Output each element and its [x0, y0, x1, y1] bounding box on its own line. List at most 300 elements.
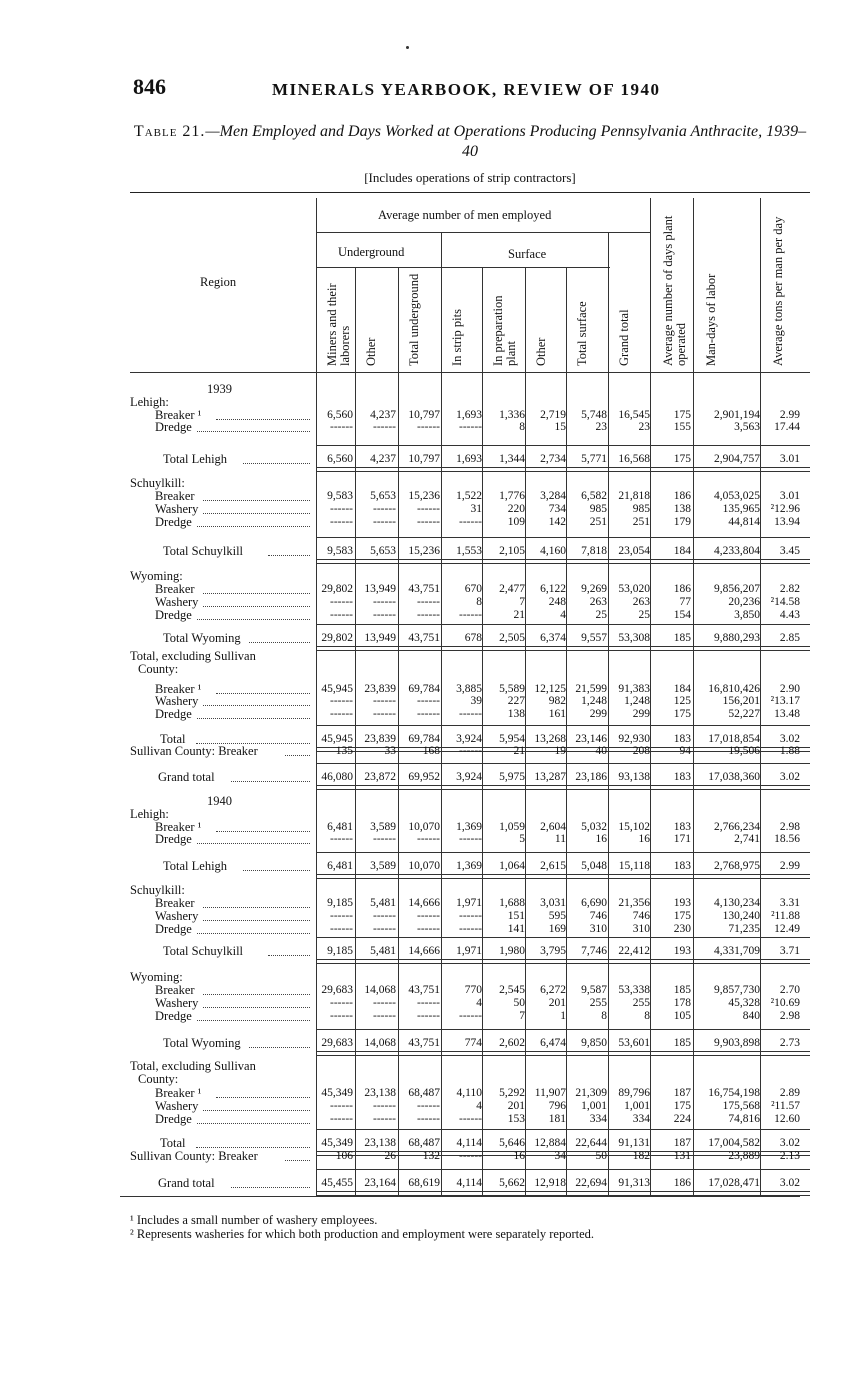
cell-value: 193	[673, 897, 691, 909]
table-row	[0, 833, 865, 845]
total-rule	[316, 763, 810, 764]
row-label: Grand total	[158, 1176, 215, 1190]
cell-value: ------	[330, 516, 353, 528]
cell-value: 3.02	[779, 1137, 800, 1149]
row-label: Wyoming:	[130, 970, 183, 984]
cell-value: 29,802	[321, 632, 353, 644]
cell-value: 52,227	[728, 708, 760, 720]
dot-leader	[243, 463, 310, 464]
cell-value: 23,146	[575, 733, 607, 745]
cell-value: 2.89	[779, 1087, 800, 1099]
cell-value: 670	[464, 583, 482, 595]
cell-value: 334	[589, 1113, 607, 1125]
cell-value: ------	[330, 923, 353, 935]
cell-value: 3,563	[734, 421, 760, 433]
cell-value: 4,130,234	[714, 897, 760, 909]
cell-value: 1,369	[456, 860, 482, 872]
cell-value: ------	[459, 833, 482, 845]
table-title-lead: Table 21.	[133, 123, 206, 140]
cell-value: 12.49	[774, 923, 800, 935]
cell-value: ------	[330, 1010, 353, 1022]
row-label: 1939	[207, 382, 232, 396]
row-label: Dredge	[155, 922, 192, 936]
header-rule-groups	[316, 267, 610, 268]
cell-value: 131	[673, 1150, 691, 1162]
cell-value: 8	[519, 421, 525, 433]
cell-value: 6,481	[327, 821, 353, 833]
dot-leader	[203, 500, 310, 501]
cell-value: 46,080	[321, 771, 353, 783]
row-label: Breaker	[155, 896, 195, 910]
cell-value: 171	[673, 833, 691, 845]
cell-value: 23,138	[364, 1087, 396, 1099]
cell-value: 50	[595, 1150, 607, 1162]
header-underground-other: Other	[364, 337, 378, 366]
table-row	[0, 632, 865, 644]
cell-value: 2,105	[499, 545, 525, 557]
row-label: Dredge	[155, 832, 192, 846]
cell-value: ------	[330, 596, 353, 608]
cell-value: 40	[595, 745, 607, 757]
row-label: Total	[160, 1136, 186, 1150]
cell-value: 175,568	[722, 1100, 760, 1112]
table-row	[0, 421, 865, 433]
cell-value: 45,945	[321, 733, 353, 745]
cell-value: 16,568	[618, 453, 650, 465]
row-label: Washery	[155, 909, 199, 923]
cell-value: ------	[373, 503, 396, 515]
total-rule	[316, 1029, 810, 1030]
row-label: Schuylkill:	[130, 476, 185, 490]
cell-value: 2.90	[779, 683, 800, 695]
total-rule-below	[316, 467, 810, 472]
cell-value: ------	[373, 1113, 396, 1125]
dot-leader	[197, 431, 310, 432]
dot-leader	[268, 555, 310, 556]
cell-value: 132	[422, 1150, 440, 1162]
row-label: County:	[138, 662, 179, 676]
dot-leader	[203, 606, 310, 607]
row-label: Total, excluding Sullivan	[130, 1059, 256, 1073]
row-label: Grand total	[158, 770, 215, 784]
cell-value: 2.73	[779, 1037, 800, 1049]
cell-value: 595	[548, 910, 566, 922]
cell-value: 9,185	[327, 897, 353, 909]
table-row	[0, 795, 865, 807]
cell-value: ------	[330, 997, 353, 1009]
cell-value: 4	[560, 609, 566, 621]
dot-leader	[203, 907, 310, 908]
total-rule	[316, 537, 810, 538]
page-dot	[406, 46, 409, 49]
cell-value: 33	[384, 745, 396, 757]
cell-value: 746	[632, 910, 650, 922]
cell-value: ------	[330, 609, 353, 621]
row-label: Washery	[155, 694, 199, 708]
cell-value: 3.02	[779, 1177, 800, 1189]
cell-value: 299	[589, 708, 607, 720]
cell-value: 12.60	[774, 1113, 800, 1125]
cell-value: 2.13	[779, 1150, 800, 1162]
dot-leader	[203, 994, 310, 995]
cell-value: 53,601	[618, 1037, 650, 1049]
cell-value: 5,292	[499, 1087, 525, 1099]
header-rule-avg	[316, 232, 650, 233]
dot-leader	[216, 1097, 310, 1098]
cell-value: 151	[507, 910, 525, 922]
cell-value: 1,064	[499, 860, 525, 872]
row-label: Washery	[155, 595, 199, 609]
cell-value: 179	[673, 516, 691, 528]
cell-value: 1,369	[456, 821, 482, 833]
table-title	[130, 122, 810, 162]
cell-value: 8	[476, 596, 482, 608]
cell-value: 9,880,293	[714, 632, 760, 644]
cell-value: 6,560	[327, 409, 353, 421]
cell-value: 168	[422, 745, 440, 757]
cell-value: 45,945	[321, 683, 353, 695]
dot-leader	[249, 642, 310, 643]
cell-value: 985	[589, 503, 607, 515]
total-rule	[316, 1129, 810, 1130]
cell-value: 2.85	[779, 632, 800, 644]
table-row	[0, 984, 865, 996]
cell-value: 68,619	[408, 1177, 440, 1189]
cell-value: 1,971	[456, 897, 482, 909]
cell-value: 31	[470, 503, 482, 515]
dot-leader	[285, 1160, 310, 1161]
table-row	[0, 1100, 865, 1112]
dot-leader	[203, 920, 310, 921]
group-split-rule	[608, 232, 609, 268]
cell-value: 89,796	[618, 1087, 650, 1099]
table-row	[0, 650, 865, 662]
cell-value: 44,814	[728, 516, 760, 528]
row-label: Total Schuylkill	[163, 944, 244, 958]
cell-value: 69,784	[408, 683, 440, 695]
header-strip-pits: In strip pits	[450, 309, 464, 366]
cell-value: 21,356	[618, 897, 650, 909]
cell-value: 50	[513, 997, 525, 1009]
cell-value: 5,975	[499, 771, 525, 783]
cell-value: 7	[519, 1010, 525, 1022]
row-label: Dredge	[155, 1112, 192, 1126]
row-label: Washery	[155, 996, 199, 1010]
cell-value: 16	[513, 1150, 525, 1162]
cell-value: 10,070	[408, 821, 440, 833]
cell-value: 183	[673, 860, 691, 872]
cell-value: ------	[459, 708, 482, 720]
dot-leader	[197, 619, 310, 620]
cell-value: 251	[589, 516, 607, 528]
table-row	[0, 745, 865, 757]
cell-value: 183	[673, 733, 691, 745]
cell-value: ²14.58	[770, 596, 800, 608]
cell-value: 7	[519, 596, 525, 608]
cell-value: 193	[673, 945, 691, 957]
cell-value: ------	[373, 516, 396, 528]
dot-leader	[197, 1123, 310, 1124]
cell-value: 13,949	[364, 632, 396, 644]
cell-value: 5,481	[370, 897, 396, 909]
cell-value: 251	[632, 516, 650, 528]
row-label: Breaker ¹	[155, 820, 202, 834]
cell-value: 77	[679, 596, 691, 608]
cell-value: 3.31	[779, 897, 800, 909]
cell-value: 1,001	[581, 1100, 607, 1112]
cell-value: 2.98	[779, 821, 800, 833]
total-rule-below	[316, 959, 810, 964]
row-label: Lehigh:	[130, 395, 169, 409]
cell-value: 11	[554, 833, 566, 845]
cell-value: 187	[673, 1137, 691, 1149]
cell-value: 1,059	[499, 821, 525, 833]
cell-value: 5,048	[581, 860, 607, 872]
cell-value: 29,683	[321, 1037, 353, 1049]
cell-value: 6,582	[581, 490, 607, 502]
cell-value: 92,930	[618, 733, 650, 745]
row-label: Sullivan County: Breaker	[130, 744, 258, 758]
cell-value: 91,313	[618, 1177, 650, 1189]
cell-value: 14,068	[364, 984, 396, 996]
cell-value: 9,557	[581, 632, 607, 644]
cell-value: 5,771	[581, 453, 607, 465]
table-row	[0, 477, 865, 489]
cell-value: 43,751	[408, 632, 440, 644]
table-row	[0, 1113, 865, 1125]
header-avg-men: Average number of men employed	[378, 208, 552, 222]
cell-value: 5,589	[499, 683, 525, 695]
cell-value: 2,766,234	[714, 821, 760, 833]
footnote-2: ² Represents washeries for which both production and employment were separately reported.	[130, 1227, 595, 1241]
cell-value: 3.71	[779, 945, 800, 957]
cell-value: 91,131	[618, 1137, 650, 1149]
cell-value: 4,160	[540, 545, 566, 557]
cell-value: 16	[595, 833, 607, 845]
cell-value: 69,952	[408, 771, 440, 783]
cell-value: 19,506	[728, 745, 760, 757]
cell-value: 2,904,757	[714, 453, 760, 465]
cell-value: 9,185	[327, 945, 353, 957]
dot-leader	[197, 718, 310, 719]
cell-value: 135	[335, 745, 353, 757]
cell-value: 74,816	[728, 1113, 760, 1125]
cell-value: 9,903,898	[714, 1037, 760, 1049]
table-row	[0, 997, 865, 1009]
cell-value: 18.56	[774, 833, 800, 845]
cell-value: 23,839	[364, 733, 396, 745]
table-row	[0, 821, 865, 833]
cell-value: 16	[638, 833, 650, 845]
cell-value: 175	[673, 1100, 691, 1112]
header-avg-tons: Average tons per man per day	[771, 216, 785, 366]
cell-value: ------	[373, 1010, 396, 1022]
cell-value: 142	[548, 516, 566, 528]
cell-value: 1,344	[499, 453, 525, 465]
table-row	[0, 409, 865, 421]
table-top-rule	[130, 192, 810, 193]
cell-value: 53,308	[618, 632, 650, 644]
cell-value: ------	[373, 1100, 396, 1112]
cell-value: ------	[417, 596, 440, 608]
cell-value: 1,980	[499, 945, 525, 957]
cell-value: ------	[459, 923, 482, 935]
cell-value: 155	[673, 421, 691, 433]
cell-value: ------	[373, 695, 396, 707]
cell-value: 2,602	[499, 1037, 525, 1049]
cell-value: 184	[673, 683, 691, 695]
cell-value: ------	[330, 421, 353, 433]
cell-value: 796	[548, 1100, 566, 1112]
cell-value: 29,683	[321, 984, 353, 996]
header-man-days: Man-days of labor	[704, 273, 718, 366]
cell-value: 5,653	[370, 490, 396, 502]
cell-value: 1,248	[624, 695, 650, 707]
table-row	[0, 1073, 865, 1085]
cell-value: 138	[673, 503, 691, 515]
table-row	[0, 884, 865, 896]
cell-value: 13.94	[774, 516, 800, 528]
cell-value: 17.44	[774, 421, 800, 433]
dot-leader	[268, 955, 310, 956]
cell-value: 178	[673, 997, 691, 1009]
cell-value: 43,751	[408, 1037, 440, 1049]
cell-value: 9,583	[327, 490, 353, 502]
cell-value: 175	[673, 409, 691, 421]
cell-value: 4,114	[456, 1137, 482, 1149]
cell-value: 53,338	[618, 984, 650, 996]
header-underground: Underground	[338, 245, 405, 259]
cell-value: 334	[632, 1113, 650, 1125]
table-row	[0, 923, 865, 935]
cell-value: ------	[373, 997, 396, 1009]
row-label: Total Schuylkill	[163, 544, 244, 558]
cell-value: 185	[673, 984, 691, 996]
cell-value: 22,644	[575, 1137, 607, 1149]
table-row	[0, 860, 865, 872]
cell-value: 1	[560, 1010, 566, 1022]
table-row	[0, 1150, 865, 1162]
table-row	[0, 1177, 865, 1189]
cell-value: ------	[417, 997, 440, 1009]
table-row	[0, 897, 865, 909]
cell-value: 8	[601, 1010, 607, 1022]
cell-value: 29,802	[321, 583, 353, 595]
cell-value: 185	[673, 632, 691, 644]
header-preparation-plant: In preparation plant	[491, 295, 518, 366]
cell-value: ²10.69	[770, 997, 800, 1009]
cell-value: 45,349	[321, 1087, 353, 1099]
cell-value: 2,719	[540, 409, 566, 421]
cell-value: 23,889	[728, 1150, 760, 1162]
cell-value: 14,666	[408, 897, 440, 909]
cell-value: 4,237	[370, 453, 396, 465]
cell-value: ------	[417, 1010, 440, 1022]
total-rule-below	[316, 874, 810, 879]
table-row	[0, 383, 865, 395]
cell-value: 23	[638, 421, 650, 433]
cell-value: 153	[507, 1113, 525, 1125]
cell-value: 154	[673, 609, 691, 621]
group-split-rule	[441, 232, 442, 268]
cell-value: 310	[589, 923, 607, 935]
cell-value: ------	[417, 1100, 440, 1112]
table-row	[0, 1060, 865, 1072]
cell-value: 39	[470, 695, 482, 707]
row-label: Breaker ¹	[155, 408, 202, 422]
cell-value: 71,235	[728, 923, 760, 935]
row-label: Breaker ¹	[155, 682, 202, 696]
cell-value: 12,125	[534, 683, 566, 695]
table-row	[0, 683, 865, 695]
cell-value: 175	[673, 708, 691, 720]
cell-value: 2.99	[779, 860, 800, 872]
cell-value: 5,481	[370, 945, 396, 957]
cell-value: 26	[384, 1150, 396, 1162]
cell-value: 5,646	[499, 1137, 525, 1149]
cell-value: ------	[373, 833, 396, 845]
dot-leader	[231, 1187, 310, 1188]
cell-value: ------	[330, 1113, 353, 1125]
row-label: Total Wyoming	[163, 631, 241, 645]
cell-value: 4,053,025	[714, 490, 760, 502]
cell-value: 5,662	[499, 1177, 525, 1189]
dot-leader	[249, 1047, 310, 1048]
cell-value: ------	[417, 421, 440, 433]
cell-value: 1,688	[499, 897, 525, 909]
cell-value: 1,001	[624, 1100, 650, 1112]
cell-value: 183	[673, 771, 691, 783]
cell-value: 4,114	[456, 1177, 482, 1189]
cell-value: 678	[464, 632, 482, 644]
cell-value: 5,954	[499, 733, 525, 745]
cell-value: ------	[373, 596, 396, 608]
row-label: Breaker	[155, 582, 195, 596]
cell-value: 181	[548, 1113, 566, 1125]
header-total-underground: Total underground	[407, 273, 421, 366]
cell-value: 3,031	[540, 897, 566, 909]
cell-value: ²11.57	[771, 1100, 800, 1112]
table-row	[0, 663, 865, 675]
cell-value: 17,028,471	[708, 1177, 760, 1189]
total-rule	[316, 445, 810, 446]
table-row	[0, 609, 865, 621]
cell-value: 5	[519, 833, 525, 845]
cell-value: 201	[548, 997, 566, 1009]
cell-value: 23,138	[364, 1137, 396, 1149]
cell-value: ------	[459, 1010, 482, 1022]
cell-value: 3,589	[370, 860, 396, 872]
cell-value: 130,240	[722, 910, 760, 922]
cell-value: 15,236	[408, 490, 440, 502]
cell-value: 16,810,426	[708, 683, 760, 695]
cell-value: ------	[330, 910, 353, 922]
cell-value: 15	[554, 421, 566, 433]
dot-leader	[231, 781, 310, 782]
total-rule	[316, 1169, 810, 1170]
cell-value: 5,653	[370, 545, 396, 557]
cell-value: 13,949	[364, 583, 396, 595]
dot-leader	[243, 870, 310, 871]
cell-value: 220	[507, 503, 525, 515]
cell-value: 6,122	[540, 583, 566, 595]
dot-leader	[197, 933, 310, 934]
table-row	[0, 490, 865, 502]
cell-value: 135,965	[722, 503, 760, 515]
total-rule	[316, 624, 810, 625]
dot-leader	[197, 526, 310, 527]
cell-value: 2,505	[499, 632, 525, 644]
